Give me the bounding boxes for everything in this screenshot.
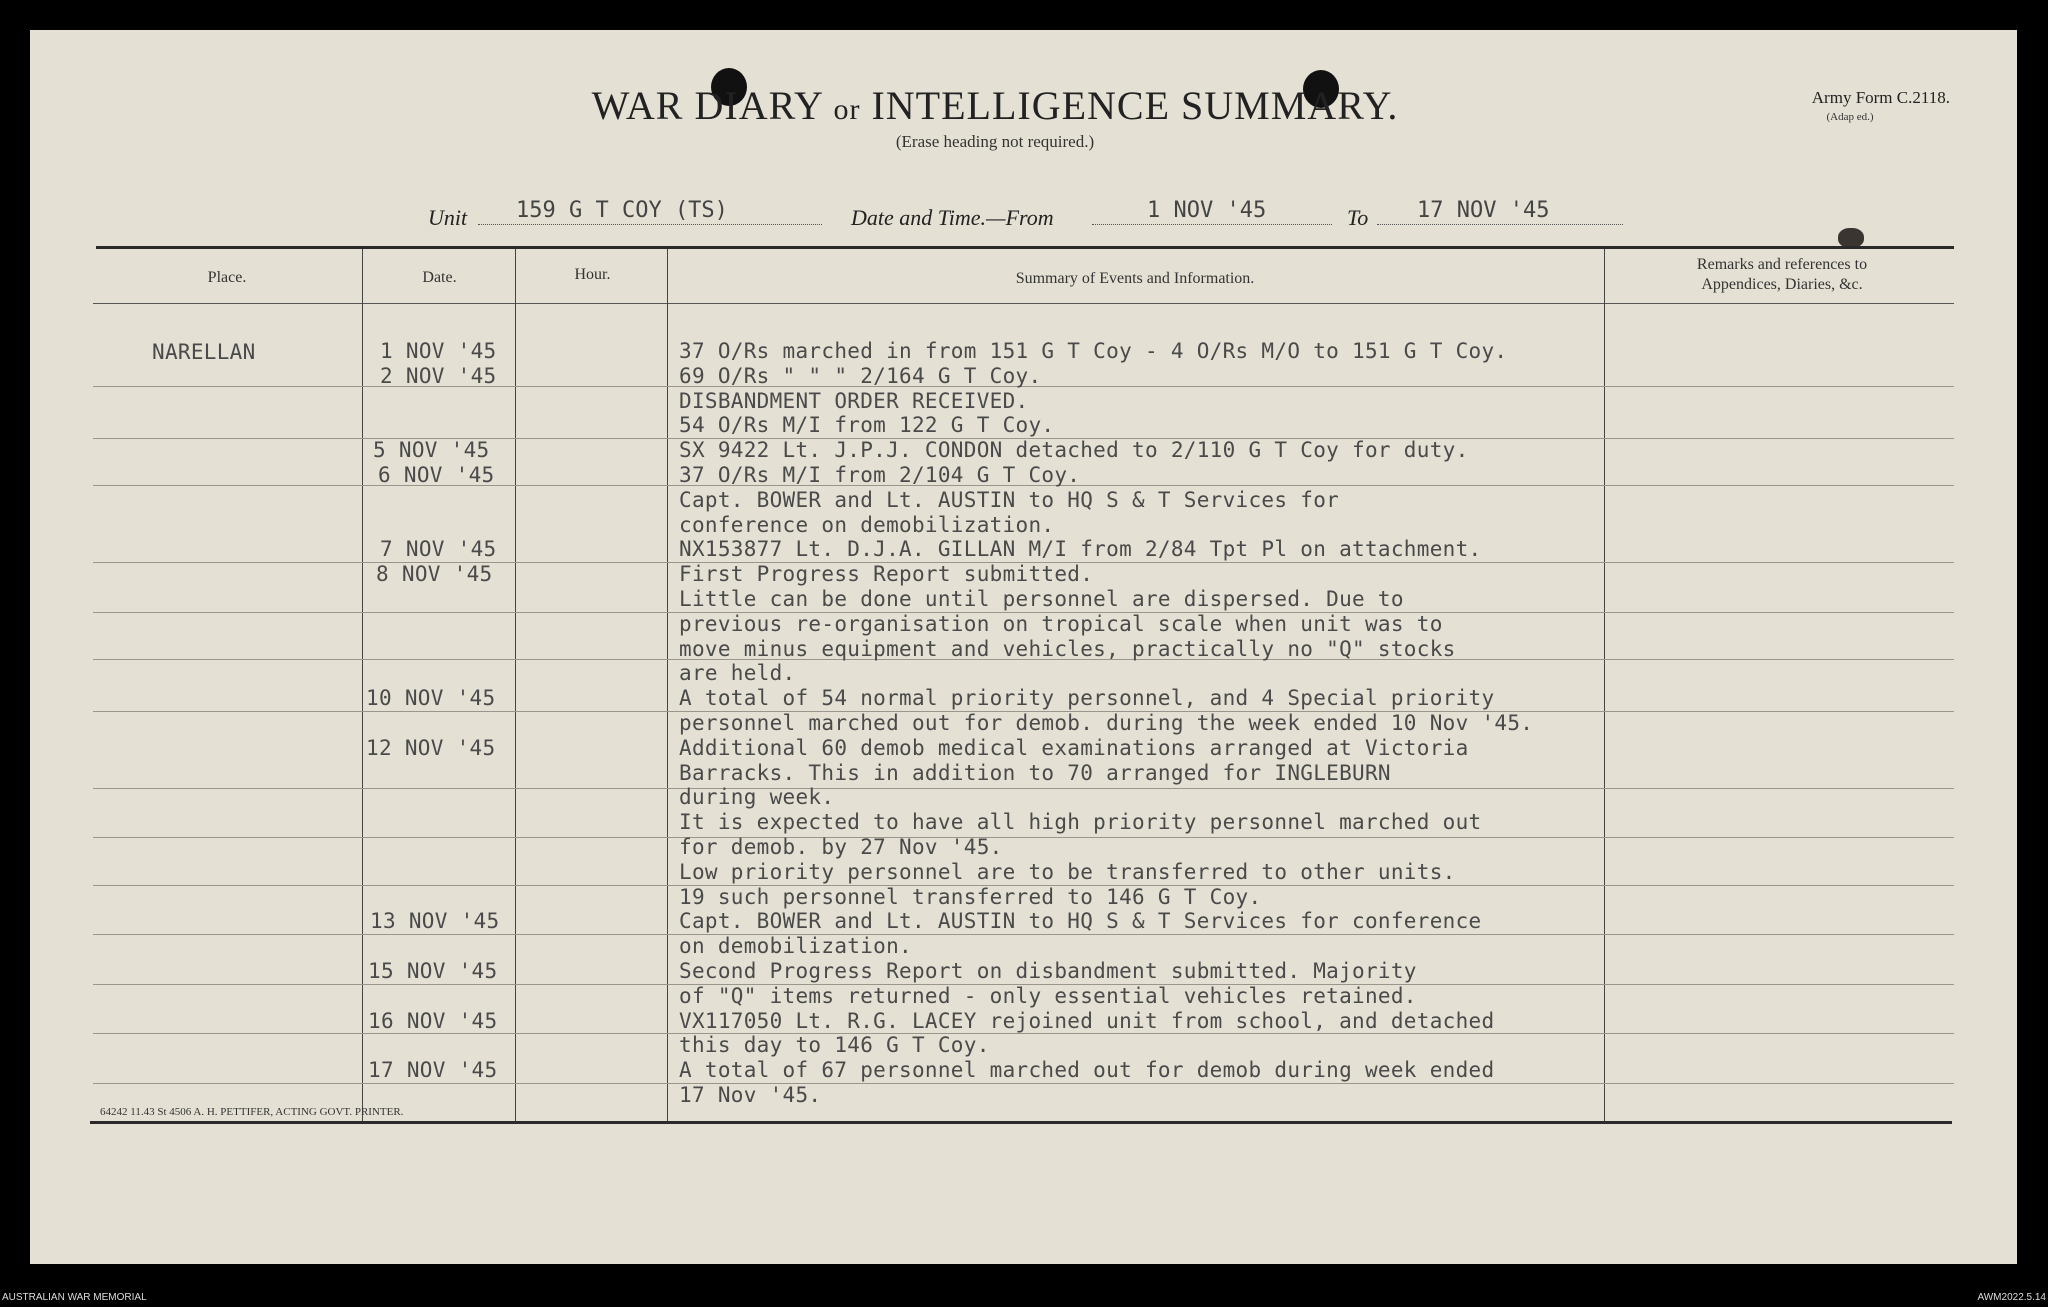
- column-header-date: Date.: [422, 269, 457, 286]
- summary-line: Low priority personnel are to be transferred to other units.: [679, 860, 1456, 884]
- table-bottom-rule: [90, 1121, 1952, 1124]
- entry-date: 1 NOV '45: [380, 339, 497, 363]
- date-time-label: Date and Time.—From: [851, 205, 1054, 230]
- summary-line: move minus equipment and vehicles, practically no "Q" stocks: [679, 637, 1456, 661]
- army-form-subnote: (Adap ed.): [1826, 111, 1874, 123]
- ruled-line: [93, 837, 1954, 838]
- title-or: or: [833, 93, 861, 126]
- summary-line: personnel marched out for demob. during the week ended 10 Nov '45.: [679, 711, 1534, 735]
- summary-line: on demobilization.: [679, 934, 912, 958]
- summary-line: of "Q" items returned - only essential vehicles retained.: [679, 984, 1417, 1008]
- summary-line: for demob. by 27 Nov '45.: [679, 835, 1003, 859]
- column-divider-hour: [515, 249, 516, 1121]
- summary-line: this day to 146 G T Coy.: [679, 1033, 990, 1057]
- summary-line: conference on demobilization.: [679, 513, 1055, 537]
- to-label: To: [1347, 205, 1369, 230]
- column-divider-date: [362, 249, 363, 1121]
- entry-date: 5 NOV '45: [373, 438, 490, 462]
- summary-line: previous re-organisation on tropical scale when unit was to: [679, 612, 1443, 636]
- form-title: [545, 82, 1445, 129]
- summary-line: Little can be done until personnel are dispersed. Due to: [679, 587, 1404, 611]
- summary-line: 17 Nov '45.: [679, 1083, 822, 1107]
- unit-value: 159 G T COY (TS): [478, 198, 822, 225]
- entry-date: 8 NOV '45: [376, 562, 493, 586]
- summary-line: are held.: [679, 661, 796, 685]
- title-intelligence-summary: INTELLIGENCE SUMMARY.: [871, 83, 1399, 128]
- summary-line: 37 O/Rs M/I from 2/104 G T Coy.: [679, 463, 1081, 487]
- summary-line: It is expected to have all high priority personnel marched out: [679, 810, 1482, 834]
- summary-line: SX 9422 Lt. J.P.J. CONDON detached to 2/110 G T Coy for duty.: [679, 438, 1469, 462]
- summary-line: Capt. BOWER and Lt. AUSTIN to HQ S & T Services for: [679, 488, 1340, 512]
- column-header-hour: Hour.: [574, 266, 611, 283]
- place-entry: NARELLAN: [152, 340, 256, 364]
- summary-line: A total of 67 personnel marched out for demob during week ended: [679, 1058, 1495, 1082]
- entry-date: 10 NOV '45: [366, 686, 496, 710]
- summary-line: DISBANDMENT ORDER RECEIVED.: [679, 389, 1029, 413]
- summary-line: during week.: [679, 785, 835, 809]
- form-subtitle: (Erase heading not required.): [895, 132, 1095, 151]
- summary-line: 19 such personnel transferred to 146 G T Coy.: [679, 885, 1262, 909]
- summary-line: First Progress Report submitted.: [679, 562, 1094, 586]
- ruled-line: [93, 1033, 1954, 1034]
- summary-line: Barracks. This in addition to 70 arranged for INGLEBURN: [679, 761, 1391, 785]
- column-divider-summary: [667, 249, 668, 1121]
- column-header-remarks-line1: Remarks and references to: [1696, 256, 1868, 273]
- table-top-rule: [96, 246, 1954, 249]
- summary-line: A total of 54 normal priority personnel, and 4 Special priority: [679, 686, 1495, 710]
- entry-date: 16 NOV '45: [368, 1009, 498, 1033]
- title-war-diary: WAR DIARY: [591, 83, 823, 128]
- entry-date: 12 NOV '45: [366, 736, 496, 760]
- entry-date: 13 NOV '45: [370, 909, 500, 933]
- entry-date: 2 NOV '45: [380, 364, 497, 388]
- summary-line: 37 O/Rs marched in from 151 G T Coy - 4 O/Rs M/O to 151 G T Coy.: [679, 339, 1508, 363]
- summary-line: VX117050 Lt. R.G. LACEY rejoined unit from school, and detached: [679, 1009, 1495, 1033]
- entry-date: 6 NOV '45: [378, 463, 495, 487]
- column-header-place: Place.: [207, 269, 247, 286]
- summary-line: Second Progress Report on disbandment submitted. Majority: [679, 959, 1417, 983]
- unit-label: Unit: [428, 205, 468, 230]
- ruled-line: [93, 934, 1954, 935]
- summary-line: 54 O/Rs M/I from 122 G T Coy.: [679, 413, 1055, 437]
- archive-caption: AUSTRALIAN WAR MEMORIAL: [2, 1292, 147, 1303]
- entry-date: 17 NOV '45: [368, 1058, 498, 1082]
- summary-line: Capt. BOWER and Lt. AUSTIN to HQ S & T Services for conference: [679, 909, 1482, 933]
- column-divider-remarks: [1604, 249, 1605, 1121]
- header-underline: [93, 303, 1954, 304]
- date-from-value: 1 NOV '45: [1092, 198, 1332, 225]
- summary-line: Additional 60 demob medical examinations arranged at Victoria: [679, 736, 1469, 760]
- summary-line: 69 O/Rs " " " 2/164 G T Coy.: [679, 364, 1042, 388]
- ruled-line: [93, 788, 1954, 789]
- printer-imprint: 64242 11.43 St 4506 A. H. PETTIFER, ACTING GOVT. PRINTER.: [100, 1106, 404, 1118]
- ruled-line: [93, 1083, 1954, 1084]
- archive-reference: AWM2022.5.14: [1977, 1292, 2046, 1303]
- column-header-summary: Summary of Events and Information.: [1015, 270, 1255, 287]
- column-header-remarks-line2: Appendices, Diaries, &c.: [1701, 276, 1863, 293]
- entry-date: 15 NOV '45: [368, 959, 498, 983]
- entry-date: 7 NOV '45: [380, 537, 497, 561]
- summary-line: NX153877 Lt. D.J.A. GILLAN M/I from 2/84 Tpt Pl on attachment.: [679, 537, 1482, 561]
- paper-damage-mark: [1838, 228, 1864, 248]
- army-form-number: Army Form C.2118.: [1811, 88, 1950, 107]
- date-to-value: 17 NOV '45: [1377, 198, 1623, 225]
